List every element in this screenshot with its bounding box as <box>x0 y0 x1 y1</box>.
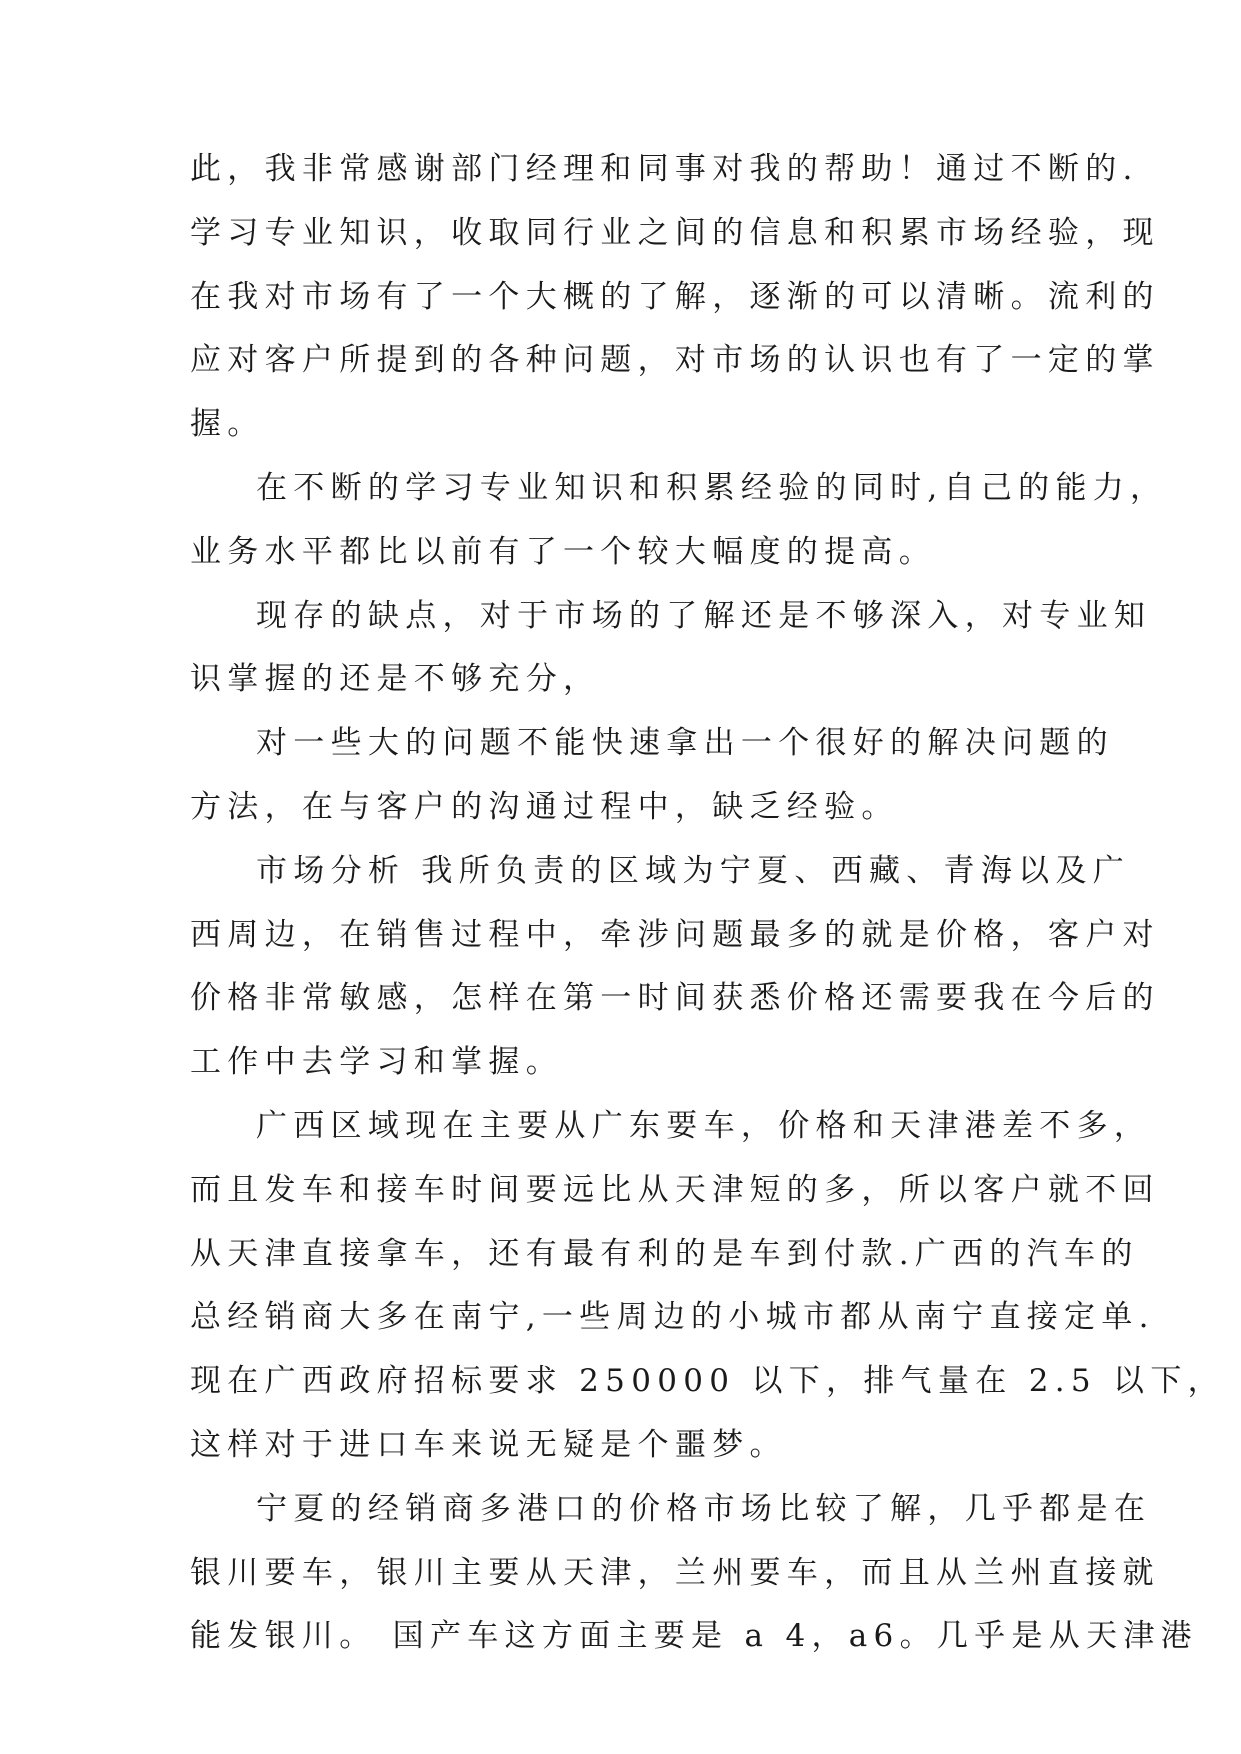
text-line: 此，我非常感谢部门经理和同事对我的帮助！通过不断的. <box>190 151 1139 187</box>
text-line: 在我对市场有了一个大概的了解，逐渐的可以清晰。流利的 <box>190 278 1160 315</box>
text-line: 这样对于进口车来说无疑是个噩梦。 <box>190 1426 787 1463</box>
paragraph-first-line: 对一些大的问题不能快速拿出一个很好的解决问题的 <box>256 725 1114 762</box>
text-line: 西周边，在销售过程中，牵涉问题最多的就是价格，客户对 <box>190 916 1160 953</box>
text-line: 银川要车，银川主要从天津，兰州要车，而且从兰州直接就 <box>190 1554 1160 1591</box>
paragraph-first-line: 现存的缺点，对于市场的了解还是不够深入，对专业知 <box>256 597 1152 634</box>
text-line: 从天津直接拿车，还有最有利的是车到付款.广西的汽车的 <box>190 1235 1139 1272</box>
paragraph-first-line: 宁夏的经销商多港口的价格市场比较了解，几乎都是在 <box>256 1490 1152 1527</box>
document-body <box>190 138 1225 1669</box>
text-line: 价格非常敏感，怎样在第一时间获悉价格还需要我在今后的 <box>190 980 1160 1017</box>
text-line: 现在广西政府招标要求 250000 以下，排气量在 2.5 以下， <box>190 1363 1225 1400</box>
text-line: 而且发车和接车时间要远比从天津短的多，所以客户就不回 <box>190 1171 1160 1208</box>
paragraph-first-line: 市场分析 我所负责的区域为宁夏、西藏、青海以及广 <box>256 852 1131 889</box>
text-line: 业务水平都比以前有了一个较大幅度的提高。 <box>190 533 936 570</box>
text-line: 识掌握的还是不够充分， <box>190 661 601 698</box>
text-line: 应对客户所提到的各种问题，对市场的认识也有了一定的掌 <box>190 342 1160 379</box>
text-line: 学习专业知识，收取同行业之间的信息和积累市场经验，现 <box>190 214 1160 251</box>
text-line: 总经销商大多在南宁,一些周边的小城市都从南宁直接定单. <box>190 1299 1155 1336</box>
text-line: 能发银川。 国产车这方面主要是 a 4，a6。几乎是从天津港 <box>190 1618 1198 1655</box>
text-line: 方法，在与客户的沟通过程中，缺乏经验。 <box>190 788 899 825</box>
text-line: 工作中去学习和掌握。 <box>190 1044 563 1081</box>
paragraph-first-line: 在不断的学习专业知识和积累经验的同时,自己的能力， <box>256 469 1168 506</box>
text-line: 握。 <box>190 406 265 443</box>
paragraph-first-line: 广西区域现在主要从广东要车，价格和天津港差不多， <box>256 1107 1152 1144</box>
